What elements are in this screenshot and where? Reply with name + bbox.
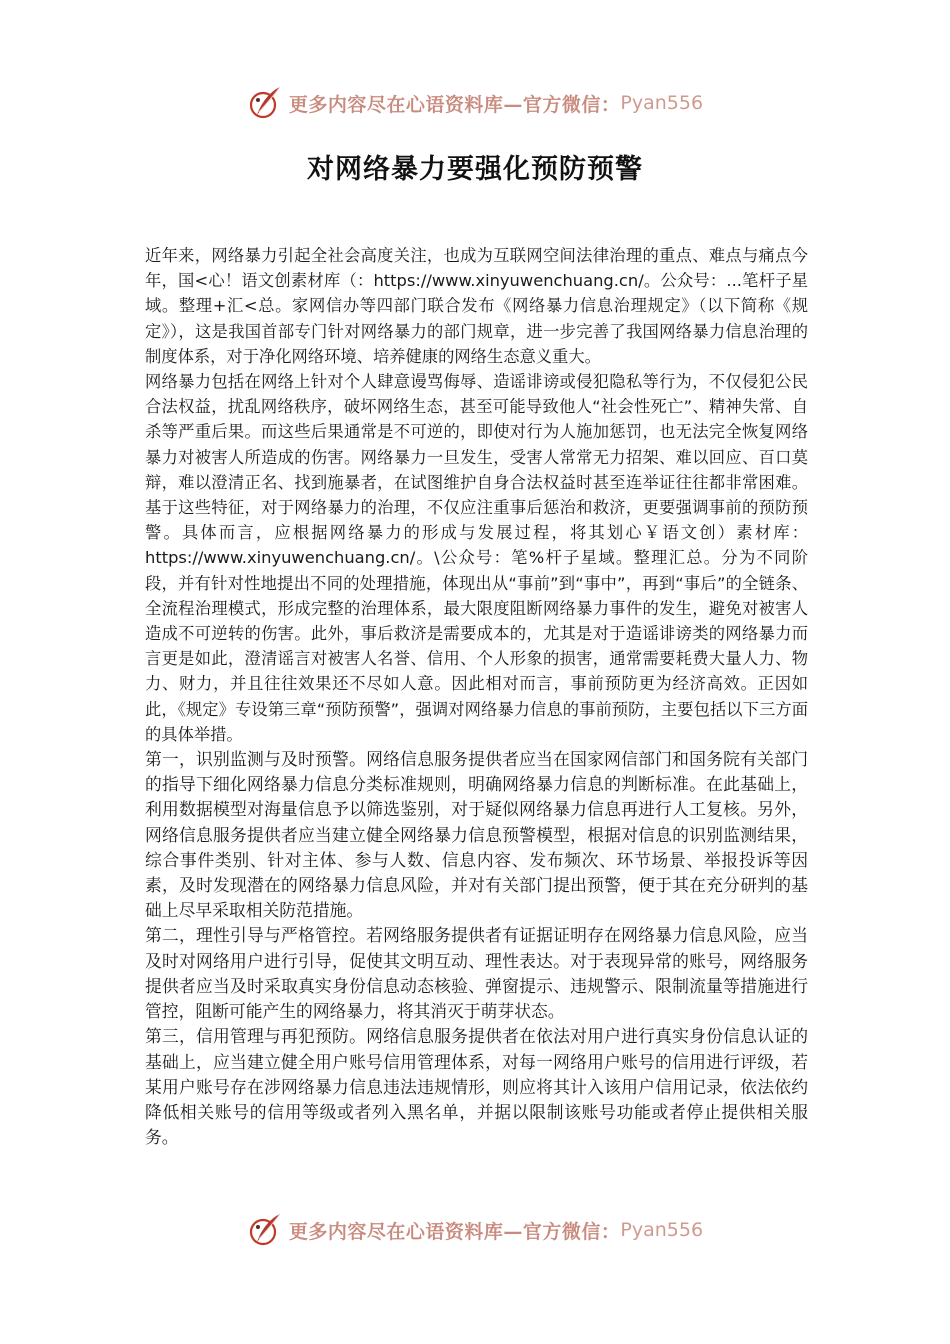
- wechat-id: Pyan556: [620, 92, 704, 114]
- paragraph-intro: 近年来，网络暴力引起全社会高度关注，也成为互联网空间法律治理的重点、难点与痛点今年，国<心！语文创素材库（：https://www.xinyuwenchuang.cn/。公众号：...笔杆子星域。整理+汇<总。家网信办等四部门联合发布《网络暴力信息治理规定》（以下简称《规定》），这是我国首部专门针对网络暴力的部门规章，进一步完善了我国网络暴力信息治理的制度体系，对于净化网络环境、培养健康的网络生态意义重大。: [145, 246, 808, 366]
- header-banner: [0, 83, 950, 123]
- banner-text: 更多内容尽在心语资料库—官方微信：: [288, 93, 621, 116]
- banner-text: 更多内容尽在心语资料库—官方微信：: [288, 1220, 621, 1243]
- page-title: 对网络暴力要强化预防预警: [307, 154, 643, 185]
- paragraph-third-measure: 第三，信用管理与再犯预防。网络信息服务提供者在依法对用户进行真实身份信息认证的基础上，应当建立健全用户账号信用管理体系，对每一网络用户账号的信用进行评级，若某用户账号存在涉网络暴力信息违法违规情形，则应将其计入该用户信用记录，依法依约降低相关账号的信用等级或者列入黑名单，并据以限制该账号功能或者停止提供相关服务。: [145, 1026, 808, 1148]
- footer-banner: [0, 1210, 950, 1250]
- paragraph-second-measure: 第二，理性引导与严格管控。若网络服务提供者有证据证明存在网络暴力信息风险，应当及时对网络用户进行引导，促使其文明互动、理性表达。对于表现异常的账号，网络服务提供者应当及时采取真实身份信息动态核验、弹窗提示、违规警示、限制流量等措施进行管控，阻断可能产生的网络暴力，将其消灭于萌芽状态。: [145, 925, 808, 1022]
- article-body: [145, 243, 808, 1150]
- paragraph-first-measure: 第一，识别监测与及时预警。网络信息服务提供者应当在国家网信部门和国务院有关部门的指导下细化网络暴力信息分类标准规则，明确网络暴力信息的判断标准。在此基础上，利用数据模型对海量信息予以筛选鉴别，对于疑似网络暴力信息再进行人工复核。另外，网络信息服务提供者应当建立健全网络暴力信息预警模型，根据对信息的识别监测结果，综合事件类别、针对主体、参与人数、信息内容、发布频次、环节场景、举报投诉等因素，及时发现潜在的网络暴力信息风险，并对有关部门提出预警，便于其在充分研判的基础上尽早采取相关防范措施。: [145, 749, 808, 921]
- paragraph-analysis: 网络暴力包括在网络上针对个人肆意谩骂侮辱、造谣诽谤或侵犯隐私等行为，不仅侵犯公民合法权益，扰乱网络秩序，破坏网络生态，甚至可能导致他人“社会性死亡”、精神失常、自杀等严重后果。而这些后果通常是不可逆的，即使对行为人施加惩罚，也无法完全恢复网络暴力对被害人所造成的伤害。网络暴力一旦发生，受害人常常无力招架、难以回应、百口莫辩，难以澄清正名、找到施暴者，在试图维护自身合法权益时甚至连举证往往都非常困难。基于这些特征，对于网络暴力的治理，不仅应注重事后惩治和救济，更要强调事前的预防预警。具体而言，应根据网络暴力的形成与发展过程，将其划心￥语文创）素材库：https://www.xinyuwenchuang.cn/。\公众号：笔%杆子星域。整理汇总。分为不同阶段，并有针对性地提出不同的处理措施，体现出从“事前”到“事中”，再到“事后”的全链条、全流程治理模式，形成完整的治理体系，最大限度阻断网络暴力事件的发生，避免对被害人造成不可逆转的伤害。此外，事后救济是需要成本的，尤其是对于造谣诽谤类的网络暴力而言更是如此，澄清谣言对被害人名誉、信用、个人形象的损害，通常需要耗费大量人力、物力、财力，并且往往效果还不尽如人意。因此相对而言，事前预防更为经济高效。正因如此，《规定》专设第三章“预防预警”，强调对网络暴力信息的事前预防，主要包括以下三方面的具体举措。: [145, 372, 808, 744]
- quill-logo-icon: [247, 85, 283, 121]
- quill-logo-icon: [247, 1212, 283, 1248]
- wechat-id: Pyan556: [620, 1219, 704, 1241]
